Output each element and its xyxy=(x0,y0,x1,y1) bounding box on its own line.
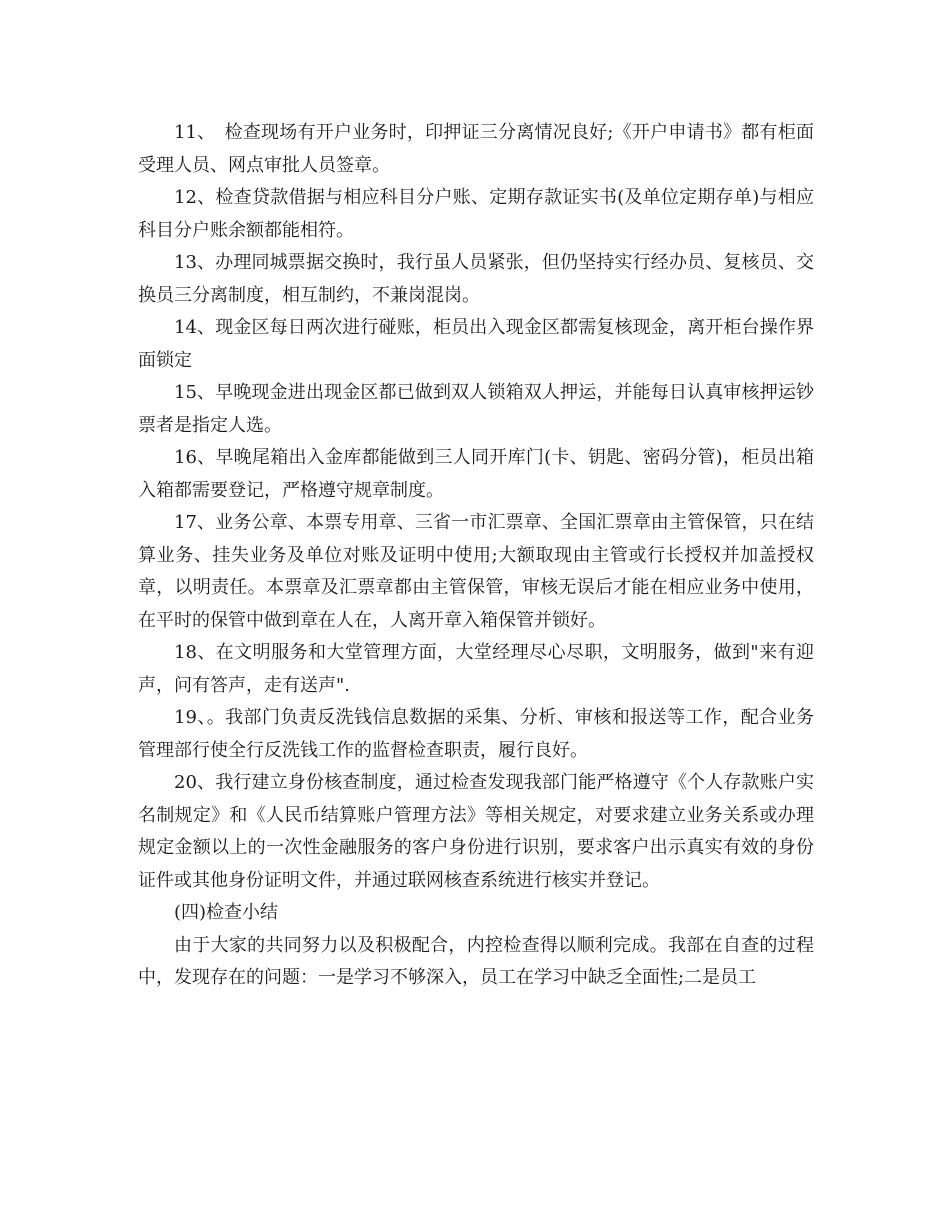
paragraph-item-11: 11、 检查现场有开户业务时，印押证三分离情况良好;《开户申请书》都有柜面受理人员、网点审批人员签章。 xyxy=(138,122,814,176)
paragraph-item-15: 15、早晚现金进出现金区都已做到双人锁箱双人押运，并能每日认真审核押运钞票者是指定人选。 xyxy=(138,382,814,436)
section-heading-summary: (四)检查小结 xyxy=(174,902,279,923)
paragraph-item-20: 20、我行建立身份核查制度，通过检查发现我部门能严格遵守《个人存款账户实名制规定》和《人民币结算账户管理方法》等相关规定，对要求建立业务关系或办理规定金额以上的一次性金融服务的客户身份进行识别，要求客户出示真实有效的身份证件或其他身份证明文件，并通过联网核查系统进行核实并登记。 xyxy=(138,772,814,891)
paragraph-item-17: 17、业务公章、本票专用章、三省一市汇票章、全国汇票章由主管保管，只在结算业务、挂失业务及单位对账及证明中使用;大额取现由主管或行长授权并加盖授权章，以明责任。本票章及汇票章都由主管保管，审核无误后才能在相应业务中使用，在平时的保管中做到章在人在，人离开章入箱保管并锁好。 xyxy=(138,512,814,631)
paragraph-item-12: 12、检查贷款借据与相应科目分户账、定期存款证实书(及单位定期存单)与相应科目分户账余额都能相符。 xyxy=(138,187,814,241)
paragraph-item-14: 14、现金区每日两次进行碰账，柜员出入现金区都需复核现金，离开柜台操作界面锁定 xyxy=(138,317,814,371)
paragraph-summary: 由于大家的共同努力以及积极配合，内控检查得以顺利完成。我部在自查的过程中，发现存在的问题：一是学习不够深入，员工在学习中缺乏全面性;二是员工 xyxy=(138,934,814,988)
paragraph-item-16: 16、早晚尾箱出入金库都能做到三人同开库门(卡、钥匙、密码分管)，柜员出箱入箱都需要登记，严格遵守规章制度。 xyxy=(138,447,814,501)
paragraph-item-19: 19、。我部门负责反洗钱信息数据的采集、分析、审核和报送等工作，配合业务管理部行使全行反洗钱工作的监督检查职责，履行良好。 xyxy=(138,707,814,761)
document-body xyxy=(138,117,814,995)
paragraph-item-18: 18、在文明服务和大堂管理方面，大堂经理尽心尽职，文明服务，做到"来有迎声，问有答声，走有送声". xyxy=(138,642,814,696)
paragraph-item-13: 13、办理同城票据交换时，我行虽人员紧张，但仍坚持实行经办员、复核员、交换员三分离制度，相互制约，不兼岗混岗。 xyxy=(138,252,814,306)
